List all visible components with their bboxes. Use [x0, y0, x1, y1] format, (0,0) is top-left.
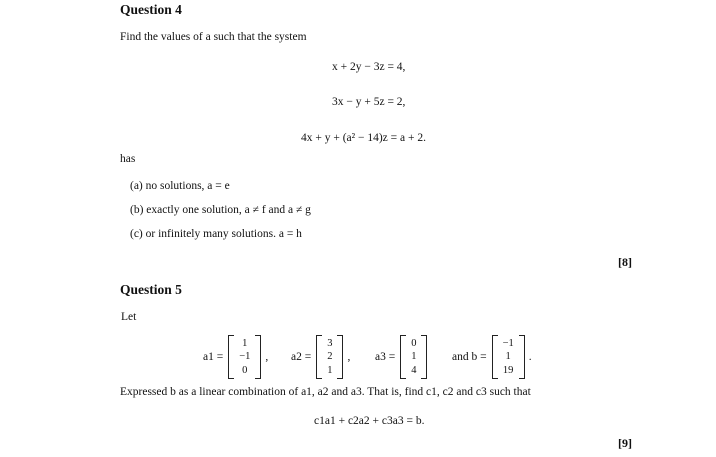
vector-a1 [203, 335, 268, 379]
vector-a3-entry-1: 0 [411, 337, 417, 349]
vector-b [452, 335, 532, 379]
vector-a2-entry-1: 3 [327, 337, 333, 349]
vector-b-entry-1: −1 [502, 337, 514, 349]
right-bracket [421, 335, 427, 379]
vector-b-suffix: . [528, 351, 532, 363]
vector-b-entry-2: 1 [505, 351, 511, 363]
question-4-prompt: Find the values of a such that the system [120, 31, 307, 43]
vector-a3-label: a3 = [375, 351, 396, 363]
vector-a3 [375, 335, 431, 379]
vector-b-label: and b = [452, 351, 487, 363]
vector-a2 [291, 335, 350, 379]
right-bracket [337, 335, 343, 379]
option-b: (b) exactly one solution, a ≠ f and a ≠ g [130, 204, 311, 216]
question-5-instruction: Expressed b as a linear combination of a1, a2 and a3. That is, find c1, c2 and c3 such that [120, 386, 531, 398]
vector-a1-entry-1: 1 [242, 337, 248, 349]
question-4-marks: [8] [618, 255, 632, 269]
vector-a2-entry-2: 2 [327, 351, 333, 363]
option-c: (c) or infinitely many solutions. a = h [130, 228, 302, 240]
vector-a1-label: a1 = [203, 351, 224, 363]
linear-combination-equation: c1a1 + c2a2 + c3a3 = b. [314, 415, 425, 427]
let-label: Let [121, 311, 137, 323]
vector-a2-entry-3: 1 [327, 364, 333, 376]
vector-a1-entry-2: −1 [239, 351, 251, 363]
vector-a3-entry-3: 4 [411, 364, 417, 376]
vector-b-entry-3: 19 [502, 364, 514, 376]
vector-a3-entry-2: 1 [411, 351, 417, 363]
equation-3: 4x + y + (a² − 14)z = a + 2. [301, 132, 426, 144]
vector-a1-entry-3: 0 [242, 364, 248, 376]
option-a: (a) no solutions, a = e [130, 180, 230, 192]
question-5-title: Question 5 [120, 282, 182, 297]
vector-a2-label: a2 = [291, 351, 312, 363]
right-bracket [519, 335, 525, 379]
vector-a1-suffix: , [265, 351, 269, 363]
vector-a2-suffix: , [347, 351, 351, 363]
equation-2: 3x − y + 5z = 2, [332, 96, 406, 108]
right-bracket [255, 335, 261, 379]
question-4-title: Question 4 [120, 2, 182, 17]
equation-1: x + 2y − 3z = 4, [332, 61, 406, 73]
has-label: has [120, 153, 136, 165]
question-5-marks: [9] [618, 436, 632, 450]
